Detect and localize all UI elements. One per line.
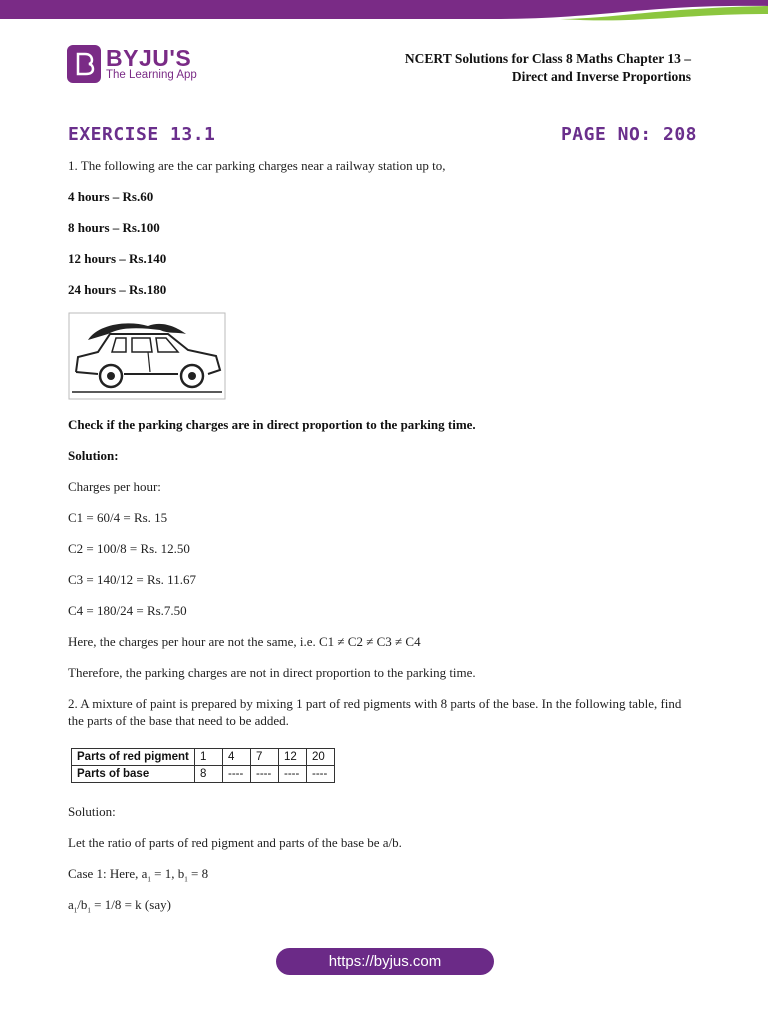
exercise-title: EXERCISE 13.1 xyxy=(68,124,216,145)
table-cell: ---- xyxy=(307,766,335,783)
q1-solution-label: Solution: xyxy=(68,448,119,463)
q2-k-line: $a_1/b_1 = 1/8 = k$ (say) xyxy=(68,897,171,915)
paint-table xyxy=(71,748,335,783)
title-line-1: NCERT Solutions for Class 8 Maths Chapter 13 – xyxy=(404,51,691,66)
q1-question: Check if the parking charges are in direct proportion to the parking time. xyxy=(68,417,476,432)
table-header: Parts of red pigment xyxy=(72,749,195,766)
table-row xyxy=(72,749,335,766)
table-cell: 8 xyxy=(195,766,223,783)
table-cell: ---- xyxy=(251,766,279,783)
q1-line: Charges per hour: xyxy=(68,479,161,494)
website-link-button[interactable]: https://byjus.com xyxy=(276,948,494,975)
top-banner xyxy=(0,0,768,26)
table-row xyxy=(72,766,335,783)
table-cell: 12 xyxy=(279,749,307,766)
q2-case1: Case 1: Here, $a_1 = 1$, $b_1 = 8$ xyxy=(68,866,209,884)
q2-ratio-line: Let the ratio of parts of red pigment and parts of the base be a/b. xyxy=(68,835,402,850)
table-cell: 20 xyxy=(307,749,335,766)
document-title xyxy=(405,50,691,86)
q1-line: Here, the charges per hour are not the same, i.e. C1 ≠ C2 ≠ C3 ≠ C4 xyxy=(68,634,421,649)
q1-line: C1 = 60/4 = Rs. 15 xyxy=(68,510,168,525)
q1-conclusion: Therefore, the parking charges are not in direct proportion to the parking time. xyxy=(68,665,476,680)
q2-solution-label: Solution: xyxy=(68,804,116,819)
logo-name: BYJU'S xyxy=(106,44,192,71)
table-cell: 1 xyxy=(195,749,223,766)
table-header: Parts of base xyxy=(72,766,195,783)
charge-item: 12 hours – Rs.140 xyxy=(68,251,167,266)
charge-item: 4 hours – Rs.60 xyxy=(68,189,154,204)
title-line-2: Direct and Inverse Proportions xyxy=(511,69,691,84)
q1-intro: 1. The following are the car parking charges near a railway station up to, xyxy=(68,158,446,173)
charge-item: 8 hours – Rs.100 xyxy=(68,220,160,235)
byjus-logo[interactable] xyxy=(67,45,197,83)
logo-b-icon xyxy=(67,45,101,83)
q2-intro: 2. A mixture of paint is prepared by mixing 1 part of red pigments with 8 parts of the base. In the following table, find the parts of the base that need to be added. xyxy=(68,696,682,728)
q1-line: C3 = 140/12 = Rs. 11.67 xyxy=(68,572,196,587)
page-number: PAGE NO: 208 xyxy=(560,124,697,145)
q1-line: C2 = 100/8 = Rs. 12.50 xyxy=(68,541,190,556)
logo-tagline: The Learning App xyxy=(106,68,197,81)
table-cell: ---- xyxy=(223,766,251,783)
car-illustration xyxy=(68,312,226,400)
table-cell: ---- xyxy=(279,766,307,783)
charge-item: 24 hours – Rs.180 xyxy=(68,282,167,297)
q1-line: C4 = 180/24 = Rs.7.50 xyxy=(68,603,187,618)
table-cell: 7 xyxy=(251,749,279,766)
table-cell: 4 xyxy=(223,749,251,766)
